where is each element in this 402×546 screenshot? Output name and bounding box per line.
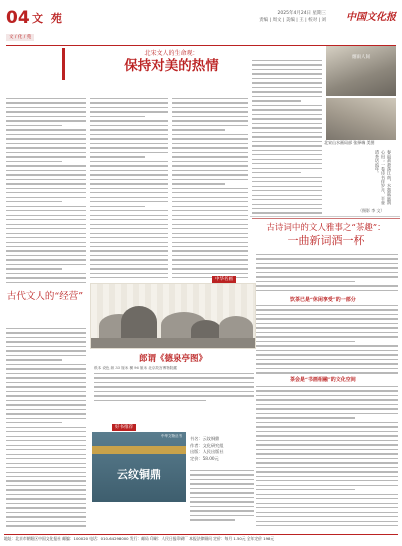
main-kicker: 北宋文人的生命观：	[144, 50, 199, 57]
book-cover-title: 云纹铜鼎	[117, 468, 161, 481]
right-body-part2	[256, 386, 398, 526]
book-info-line: 书名：云纹铜鼎	[190, 436, 220, 441]
main-body-col1	[6, 98, 86, 283]
main-title: 保持对美的热情	[124, 58, 219, 74]
right-subhead-2: 茶会是“书画相融”的文化空间	[290, 377, 356, 383]
book-description	[190, 470, 254, 528]
editor-credit: 责编 | 周文 | 美编 | 王 | 校对 | 刘	[259, 18, 326, 23]
masthead	[6, 6, 396, 46]
right-subhead-1: 饮茶已是“休闲享受”的一部分	[290, 297, 356, 303]
page-footer: 地址：北京市朝阳区中国文化报社 邮编：100020 电话：010-64298000 发行：邮局 印刷：人民日报印刷厂 本报法律顾问 定价：每月 1.50元 全年定价 198元	[4, 534, 398, 542]
photo-title: 北宋山水画局部 张择端 美图	[324, 140, 375, 145]
right-body-part1	[256, 305, 398, 375]
book-info-line: 作者：文化研究组	[190, 442, 224, 448]
painting-image	[90, 283, 256, 349]
column-divider	[250, 216, 400, 217]
main-body-col4	[252, 60, 322, 215]
right-body-intro	[256, 254, 398, 294]
book-info-line: 出版：人民出版社	[190, 449, 224, 454]
painting-note: 纸本 设色 纵 33 厘米 横 96 厘米 北京故宫博物院藏	[94, 366, 177, 370]
right-title-line2: 一曲新词酒一杯	[287, 234, 365, 247]
left-body	[6, 328, 86, 528]
photo-landscape	[326, 46, 396, 96]
main-body-col3	[172, 98, 248, 278]
book-badge: 好书推荐	[112, 424, 136, 431]
left-headline	[6, 290, 84, 324]
subsection-label: 文 / 化 / 苑	[6, 34, 34, 41]
painting-title: 郎谓《德泉亭图》	[138, 354, 207, 364]
right-headline	[252, 218, 400, 246]
main-body-col2	[90, 98, 168, 278]
book-cover	[92, 432, 186, 502]
section-title: 文 苑	[32, 12, 64, 25]
right-title-line1: 古诗词中的文人雅事之“茶趣”：	[266, 223, 386, 233]
painting-body	[94, 373, 254, 403]
paper-logo: 中国文化报	[346, 12, 396, 23]
issue-date: 2025年4月24日 星期三	[277, 11, 326, 16]
book-info	[190, 436, 252, 462]
left-title: 古代文人的“经营”	[6, 291, 84, 302]
poem-source: （摄影 李 文）	[358, 208, 385, 213]
painting-badge: 中华名画	[212, 276, 236, 283]
photo-caption: 烟雨人间	[352, 55, 370, 60]
photo-painting-detail	[326, 98, 396, 140]
page-number: 04	[6, 8, 30, 28]
main-headline	[62, 48, 274, 80]
book-info-line: 定价：58.00元	[190, 455, 219, 461]
vertical-poem: 春雨萧萧落江南，水墨氤氲润心田；一卷诗书伴岁月，半壶清茶话流年。	[375, 150, 392, 205]
book-series: 中华文物丛书	[161, 434, 182, 438]
